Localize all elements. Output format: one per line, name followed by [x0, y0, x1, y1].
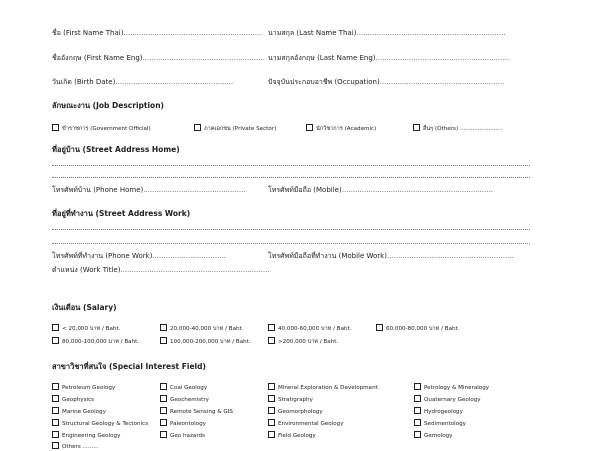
checkbox[interactable]: [268, 395, 275, 402]
salary-heading: เงินเดือน (Salary): [52, 303, 117, 312]
interest-option[interactable]: Quaternary Geology: [414, 396, 481, 404]
last-name-eng-field[interactable]: นามสกุลอังกฤษ (Last Name Eng)............................................................: [268, 54, 510, 62]
mobile-label: โทรศัพท์มือถือ (Mobile): [268, 186, 342, 194]
job-option-private[interactable]: ภาคเอกชน (Private Sector): [194, 125, 276, 133]
checkbox[interactable]: [52, 442, 59, 449]
checkbox[interactable]: [268, 419, 275, 426]
checkbox[interactable]: [52, 407, 59, 414]
street-address-work-heading: ที่อยู่ที่ทำงาน (Street Address Work): [52, 209, 191, 218]
interest-option[interactable]: Petrology & Mineralogy: [414, 384, 489, 392]
checkbox[interactable]: [160, 395, 167, 402]
interest-option[interactable]: Petroleum Geology: [52, 384, 115, 392]
interest-option-others[interactable]: Others .........: [52, 443, 99, 451]
checkbox[interactable]: [160, 407, 167, 414]
first-name-eng-field[interactable]: ชื่ออังกฤษ (First Name Eng).......................................................: [52, 54, 265, 62]
birth-date-label: วันเกิด (Birth Date): [52, 78, 116, 86]
work-title-field[interactable]: ตำแหน่ง (Work Title)...................................................................: [52, 266, 270, 274]
salary-option-4[interactable]: 60,000-80,000 บาท / Baht.: [376, 325, 460, 333]
checkbox[interactable]: [160, 337, 167, 344]
address-work-line-2[interactable]: [52, 243, 530, 244]
checkbox[interactable]: [194, 124, 201, 131]
checkbox[interactable]: [52, 419, 59, 426]
interest-option[interactable]: Hydrogeology: [414, 408, 463, 416]
first-name-eng-label: ชื่ออังกฤษ (First Name Eng): [52, 54, 143, 62]
first-name-thai-label: ชื่อ (First Name Thai): [52, 29, 124, 37]
checkbox[interactable]: [414, 419, 421, 426]
first-name-thai-field[interactable]: ชื่อ (First Name Thai)..............................................................: [52, 29, 262, 37]
checkbox[interactable]: [160, 419, 167, 426]
occupation-field[interactable]: ปัจจุบันประกอบอาชีพ (Occupation)........................................................: [268, 78, 505, 86]
checkbox[interactable]: [376, 324, 383, 331]
special-interest-heading: สาขาวิชาที่สนใจ (Special Interest Field): [52, 362, 206, 371]
address-home-line-2[interactable]: [52, 177, 530, 178]
checkbox[interactable]: [52, 124, 59, 131]
checkbox[interactable]: [413, 124, 420, 131]
birth-date-field[interactable]: วันเกิด (Birth Date).....................................................: [52, 78, 234, 86]
address-home-line-1[interactable]: [52, 165, 530, 166]
interest-option[interactable]: Coal Geology: [160, 384, 207, 392]
checkbox[interactable]: [414, 431, 421, 438]
interest-option[interactable]: Engineering Geology: [52, 432, 120, 440]
checkbox[interactable]: [160, 383, 167, 390]
job-option-others[interactable]: อื่นๆ (Others) ........................: [413, 125, 503, 133]
interest-option[interactable]: Mineral Exploration & Development: [268, 384, 378, 392]
phone-work-field[interactable]: โทรศัพท์ที่ทำงาน (Phone Work).................................: [52, 252, 226, 260]
salary-option-6[interactable]: 100,000-200,000 บาท / Baht.: [160, 338, 251, 346]
occupation-label: ปัจจุบันประกอบอาชีพ (Occupation): [268, 78, 380, 86]
checkbox[interactable]: [268, 324, 275, 331]
street-address-home-heading: ที่อยู่บ้าน (Street Address Home): [52, 145, 180, 154]
last-name-eng-label: นามสกุลอังกฤษ (Last Name Eng): [268, 54, 376, 62]
work-title-label: ตำแหน่ง (Work Title): [52, 266, 121, 274]
last-name-thai-label: นามสกุล (Last Name Thai): [268, 29, 357, 37]
last-name-thai-field[interactable]: นามสกุล (Last Name Thai)...................................................................: [268, 29, 506, 37]
phone-home-field[interactable]: โทรศัพท์บ้าน (Phone Home)..............................................: [52, 186, 246, 194]
interest-option[interactable]: Environmental Geology: [268, 420, 344, 428]
interest-option[interactable]: Geo hazards: [160, 432, 205, 440]
interest-option[interactable]: Sedimentology: [414, 420, 466, 428]
interest-option[interactable]: Marine Geology: [52, 408, 106, 416]
checkbox[interactable]: [268, 383, 275, 390]
phone-work-label: โทรศัพท์ที่ทำงาน (Phone Work): [52, 252, 153, 260]
interest-option[interactable]: Field Geology: [268, 432, 316, 440]
checkbox[interactable]: [160, 431, 167, 438]
mobile-field[interactable]: โทรศัพท์มือถือ (Mobile)....................................................................: [268, 186, 494, 194]
checkbox[interactable]: [268, 431, 275, 438]
checkbox[interactable]: [52, 337, 59, 344]
salary-option-1[interactable]: < 20,000 บาท / Baht.: [52, 325, 120, 333]
checkbox[interactable]: [268, 337, 275, 344]
checkbox[interactable]: [414, 407, 421, 414]
checkbox[interactable]: [306, 124, 313, 131]
salary-option-5[interactable]: 80,000-100,000 บาท / Baht.: [52, 338, 139, 346]
interest-option[interactable]: Paleontology: [160, 420, 206, 428]
interest-option[interactable]: Structural Geology & Tectonics: [52, 420, 148, 428]
checkbox[interactable]: [414, 395, 421, 402]
mobile-work-label: โทรศัพท์มือถือที่ทำงาน (Mobile Work): [268, 252, 387, 260]
checkbox[interactable]: [52, 431, 59, 438]
interest-option[interactable]: Gemology: [414, 432, 453, 440]
salary-option-3[interactable]: 40,000-60,000 บาท / Baht.: [268, 325, 352, 333]
job-option-academic[interactable]: นักวิชาการ (Academic): [306, 125, 376, 133]
interest-option[interactable]: Remote Sensing & GIS: [160, 408, 233, 416]
interest-option[interactable]: Geomorphology: [268, 408, 323, 416]
job-description-heading: ลักษณะงาน (Job Description): [52, 101, 164, 110]
checkbox[interactable]: [414, 383, 421, 390]
interest-option[interactable]: Stratigraphy: [268, 396, 313, 404]
address-work-line-1[interactable]: [52, 229, 530, 230]
checkbox[interactable]: [52, 324, 59, 331]
checkbox[interactable]: [52, 383, 59, 390]
mobile-work-field[interactable]: โทรศัพท์มือถือที่ทำงาน (Mobile Work).........................................................: [268, 252, 514, 260]
phone-home-label: โทรศัพท์บ้าน (Phone Home): [52, 186, 144, 194]
salary-option-2[interactable]: 20,000-40,000 บาท / Baht.: [160, 325, 244, 333]
checkbox[interactable]: [268, 407, 275, 414]
interest-option[interactable]: Geophysics: [52, 396, 94, 404]
checkbox[interactable]: [160, 324, 167, 331]
interest-option[interactable]: Geochemistry: [160, 396, 209, 404]
job-option-government[interactable]: ข้าราชการ (Government Official): [52, 125, 151, 133]
checkbox[interactable]: [52, 395, 59, 402]
salary-option-7[interactable]: >200,000 บาท / Baht.: [268, 338, 338, 346]
